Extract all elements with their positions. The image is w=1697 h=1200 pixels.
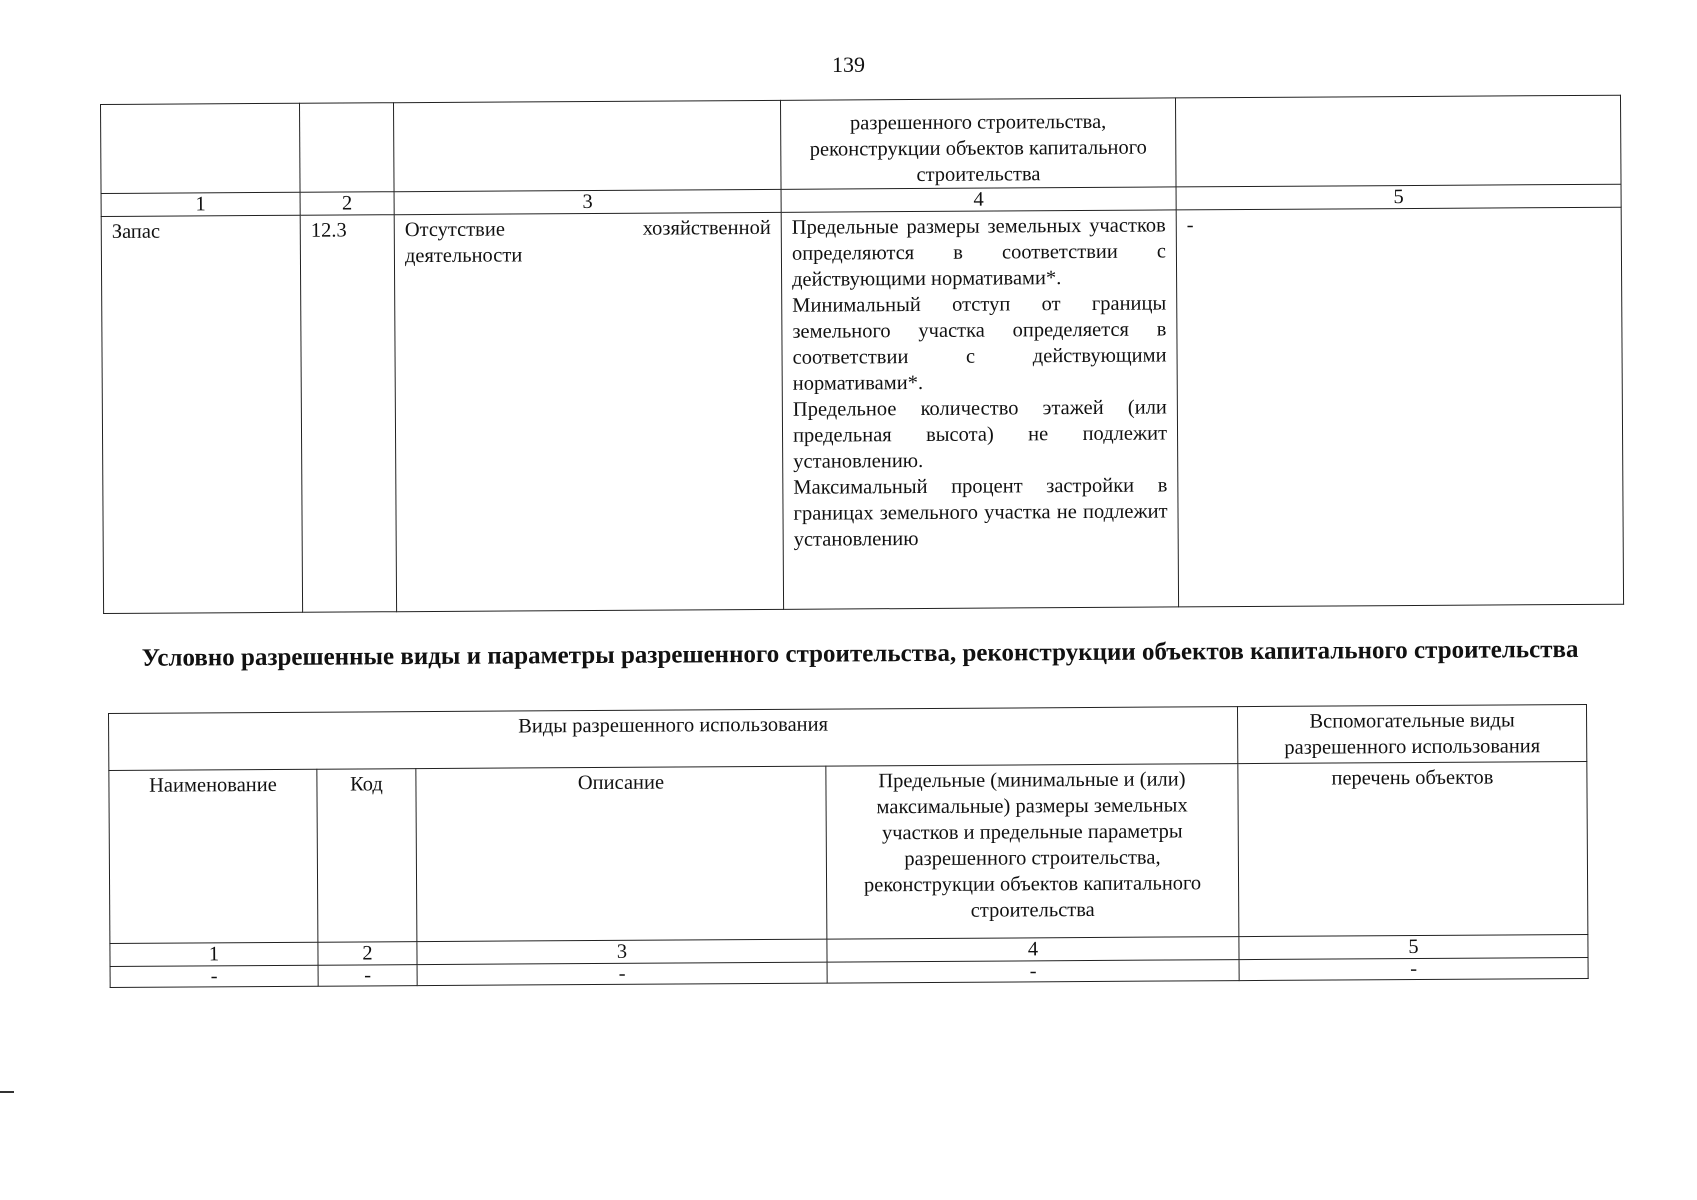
column-number: 4 — [827, 937, 1239, 963]
param-paragraph: Минимальный отступ от границы земельного участка определяется в соответствии с действующими нормативами*. — [792, 292, 1167, 395]
column-number: 3 — [394, 189, 781, 214]
column-number: 1 — [101, 192, 300, 216]
column-header-row — [109, 761, 1588, 943]
header-cell-auxiliary — [1175, 95, 1621, 187]
description-text-part: Отсутствие — [404, 218, 505, 242]
param-paragraph: Предельные размеры земельных участков определяются в соответствии с действующими нормативами*. — [791, 214, 1166, 291]
column-number: 4 — [781, 187, 1176, 212]
column-number: 1 — [110, 942, 318, 966]
description-text-part: хозяйственной — [642, 216, 771, 240]
table-row — [101, 207, 1623, 613]
empty-value-cell: - — [318, 965, 417, 987]
page-number: 139 — [832, 52, 865, 77]
header-cell-name — [101, 103, 301, 193]
auxiliary-use-cell: - — [1176, 207, 1623, 607]
column-number: 2 — [318, 942, 417, 966]
permitted-use-table-continued — [100, 95, 1624, 614]
page-edge-mark — [0, 1091, 14, 1093]
group-header-row — [109, 704, 1587, 770]
section-title: Условно разрешенные виды и параметры разрешенного строительства, реконструкции объектов капитального строительства — [141, 635, 1579, 672]
use-params-cell — [781, 210, 1178, 609]
group-header-auxiliary-uses: Вспомогательные виды разрешенного использования — [1237, 704, 1586, 763]
header-name: Наименование — [109, 769, 318, 943]
header-params: Предельные (минимальные и (или) максимальные) размеры земельных участков и предельные параметры разрешенного строительства, реконструкции объектов капитального строительства — [826, 764, 1239, 940]
header-cell-code — [299, 103, 394, 193]
use-name-cell: Запас — [101, 215, 302, 613]
table-header-continued — [101, 95, 1622, 193]
column-number: 3 — [417, 939, 827, 965]
description-text-wrap: деятельности — [404, 244, 523, 268]
param-paragraph: Максимальный процент застройки в границах земельного участка не подлежит установлению — [793, 474, 1168, 551]
use-code-cell: 12.3 — [300, 215, 396, 613]
empty-value-cell: - — [827, 960, 1239, 984]
empty-value-cell: - — [1239, 957, 1588, 980]
column-number: 2 — [300, 192, 394, 216]
conditional-use-table — [108, 704, 1589, 988]
use-description-cell — [394, 212, 783, 611]
empty-value-cell: - — [417, 962, 827, 986]
header-cell-description — [393, 100, 781, 191]
group-header-permitted-uses: Виды разрешенного использования — [109, 707, 1238, 771]
param-paragraph: Предельное количество этажей (или предельная высота) не подлежит установлению. — [792, 396, 1168, 473]
column-number: 5 — [1176, 184, 1621, 210]
column-number: 5 — [1239, 934, 1588, 959]
header-description: Описание — [416, 766, 827, 942]
header-code: Код — [317, 769, 417, 943]
header-cell-params: разрешенного строительства, реконструкции объектов капитального строительства — [780, 98, 1176, 189]
empty-value-cell: - — [110, 965, 318, 987]
header-objects-list: перечень объектов — [1238, 761, 1588, 936]
